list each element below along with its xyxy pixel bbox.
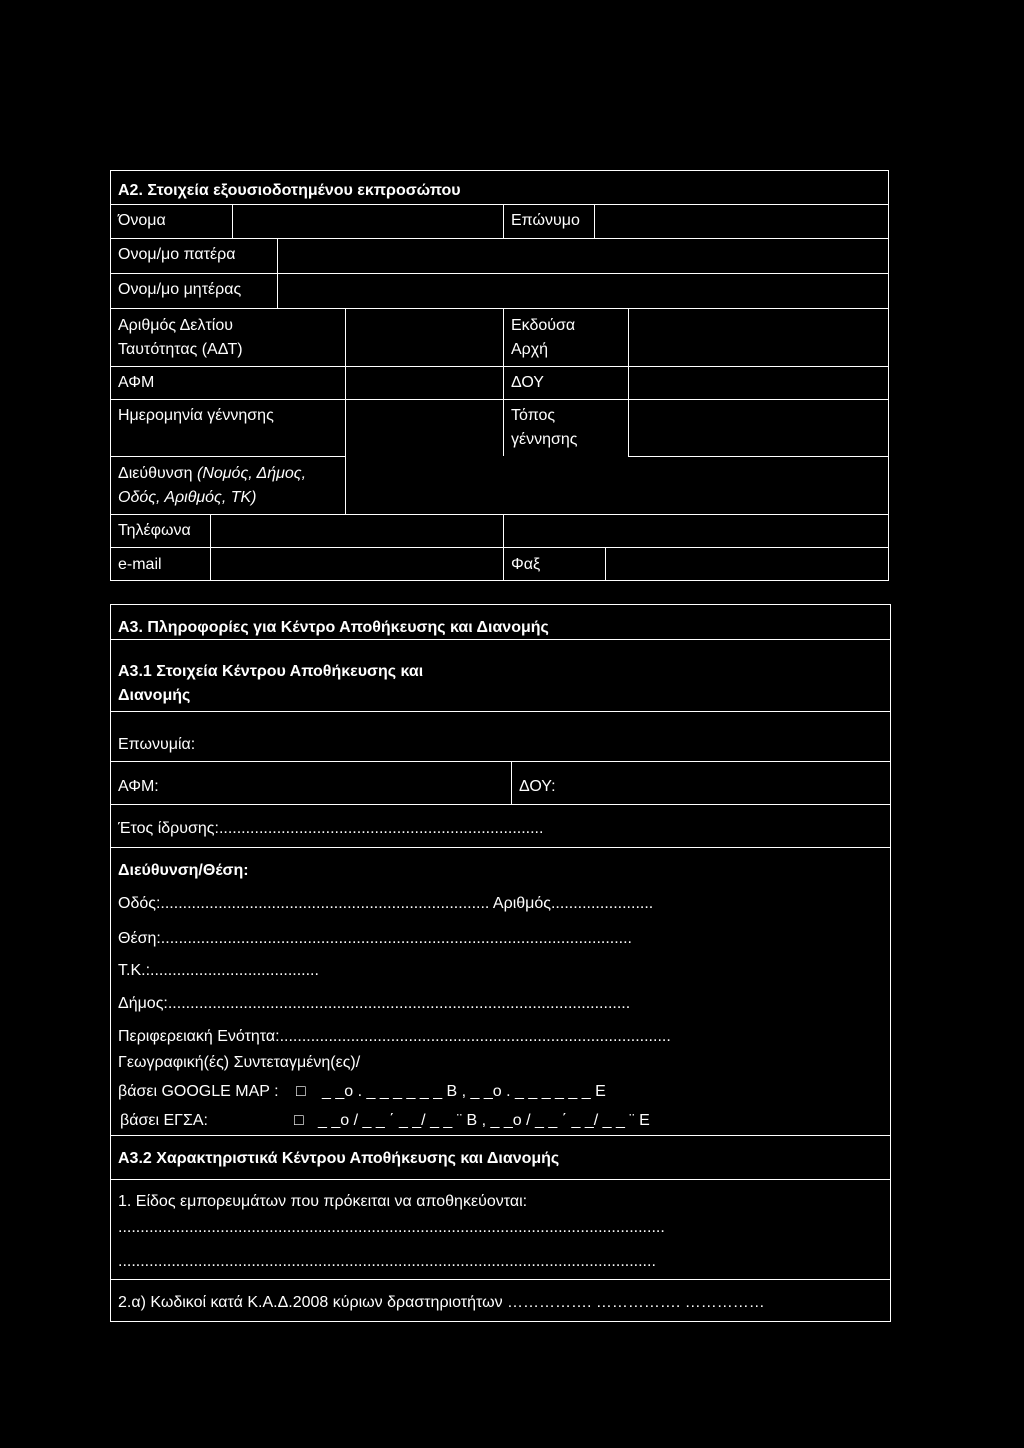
phone-field-2[interactable] — [504, 515, 888, 546]
a2-section-title: Α2. Στοιχεία εξουσιοδοτημένου εκπροσώπου — [118, 182, 461, 199]
afm-label: ΑΦΜ — [118, 374, 155, 391]
center-afm-field[interactable] — [170, 762, 510, 803]
issuing-authority-label-line2: Αρχή — [511, 341, 549, 358]
municipality-field[interactable]: Δήμος:........................................................................................................ — [118, 995, 631, 1012]
address-label-line2: Οδός, Αριθμός, ΤΚ) — [118, 489, 257, 506]
a3-1-subtitle-line2: Διανομής — [118, 687, 191, 704]
address-label-line1 — [118, 463, 306, 485]
phones-label: Τηλέφωνα — [118, 522, 191, 539]
location-field[interactable]: Θέση:.......................................................................................................... — [118, 930, 632, 947]
phone-field-1[interactable] — [211, 515, 502, 546]
center-doy-field[interactable] — [570, 762, 890, 803]
fax-label: Φαξ — [511, 556, 541, 573]
issuing-authority-label-line1: Εκδούσα — [511, 317, 576, 334]
id-card-label-line1: Αριθμός Δελτίου — [118, 317, 233, 334]
founding-year-field[interactable]: Έτος ίδρυσης:......................................................................... — [118, 820, 544, 837]
birth-place-field[interactable] — [629, 400, 888, 455]
a3-row-divider — [110, 1179, 891, 1180]
birth-place-label-line2: γέννησης — [511, 431, 578, 448]
google-map-label: βάσει GOOGLE MAP : — [118, 1083, 279, 1100]
a3-row-divider — [110, 639, 891, 640]
id-card-label-line2: Ταυτότητας (ΑΔΤ) — [118, 341, 243, 358]
regional-unit-field[interactable]: Περιφερειακή Ενότητα:........................................................................................ — [118, 1028, 671, 1045]
address-field[interactable] — [346, 457, 888, 513]
doy-field[interactable] — [629, 367, 888, 398]
street-field[interactable]: Οδός:.......................................................................... Αριθμός....................... — [118, 895, 654, 912]
a2-col-divider — [503, 204, 504, 238]
birth-date-label: Ημερομηνία γέννησης — [118, 407, 274, 424]
coordinates-heading: Γεωγραφική(ές) Συντεταγμένη(ες)/ — [118, 1054, 361, 1071]
goods-type-label: 1. Είδος εμπορευμάτων που πρόκειται να αποθηκεύονται: — [118, 1193, 528, 1210]
kad-codes-field[interactable]: 2.α) Κωδικοί κατά Κ.Α.Δ.2008 κύριων δραστηριοτήτων ……………. ……………. …………… — [118, 1294, 765, 1311]
a3-2-subtitle: Α3.2 Χαρακτηριστικά Κέντρου Αποθήκευσης και Διανομής — [118, 1150, 560, 1167]
address-label-detail: (Νομός, Δήμος, — [197, 465, 307, 482]
company-name-field[interactable] — [210, 712, 890, 760]
a3-row-divider — [110, 1135, 891, 1136]
mother-name-label: Ονομ/μο μητέρας — [118, 281, 242, 298]
a3-col-divider — [511, 761, 512, 804]
a3-row-divider — [110, 1279, 891, 1280]
egsa-checkbox[interactable]: □ — [294, 1112, 304, 1129]
email-field[interactable] — [211, 548, 502, 580]
center-doy-label: ΔΟΥ: — [519, 778, 556, 795]
egsa-label: βάσει ΕΓΣΑ: — [120, 1112, 208, 1129]
mother-name-field[interactable] — [278, 274, 888, 307]
issuing-authority-field[interactable] — [629, 309, 888, 365]
google-map-coordinates[interactable]: _ _ο . _ _ _ _ _ _ Β , _ _ο . _ _ _ _ _ _ Ε — [322, 1083, 606, 1100]
first-name-label: Όνομα — [118, 212, 166, 229]
goods-type-field-2[interactable]: ......................................................................................................................... — [118, 1253, 656, 1270]
birth-date-field[interactable] — [346, 400, 502, 455]
email-label: e-mail — [118, 556, 162, 573]
father-name-field[interactable] — [278, 239, 888, 272]
birth-place-label-line1: Τόπος — [511, 407, 556, 424]
egsa-coordinates[interactable]: _ _ο / _ _ ΄ _ _/ _ _ ¨ Β , _ _ο / _ _ ΄ _ _/ _ _ ¨ Ε — [318, 1112, 650, 1129]
doy-label: ΔΟΥ — [511, 374, 544, 391]
first-name-field[interactable] — [233, 205, 502, 237]
a3-row-divider — [110, 804, 891, 805]
id-card-field[interactable] — [346, 309, 502, 365]
a3-row-divider — [110, 847, 891, 848]
company-name-label: Επωνυμία: — [118, 736, 196, 753]
goods-type-field-1[interactable]: ........................................................................................................................... — [118, 1219, 665, 1236]
a3-section-title: Α3. Πληροφορίες για Κέντρο Αποθήκευσης και Διανομής — [118, 619, 549, 636]
a2-col-divider — [503, 308, 504, 456]
google-map-checkbox[interactable]: □ — [296, 1083, 306, 1100]
address-label-prefix: Διεύθυνση — [118, 465, 197, 482]
a2-row-divider — [110, 456, 345, 457]
father-name-label: Ονομ/μο πατέρα — [118, 246, 236, 263]
last-name-field[interactable] — [595, 205, 888, 237]
a3-1-subtitle-line1: Α3.1 Στοιχεία Κέντρου Αποθήκευσης και — [118, 663, 424, 680]
afm-field[interactable] — [346, 367, 502, 398]
last-name-label: Επώνυμο — [511, 212, 580, 229]
address-heading: Διεύθυνση/Θέση: — [118, 862, 249, 879]
fax-field[interactable] — [606, 548, 888, 580]
postal-code-field[interactable]: Τ.Κ.:...................................... — [118, 962, 319, 979]
center-afm-label: ΑΦΜ: — [118, 778, 159, 795]
